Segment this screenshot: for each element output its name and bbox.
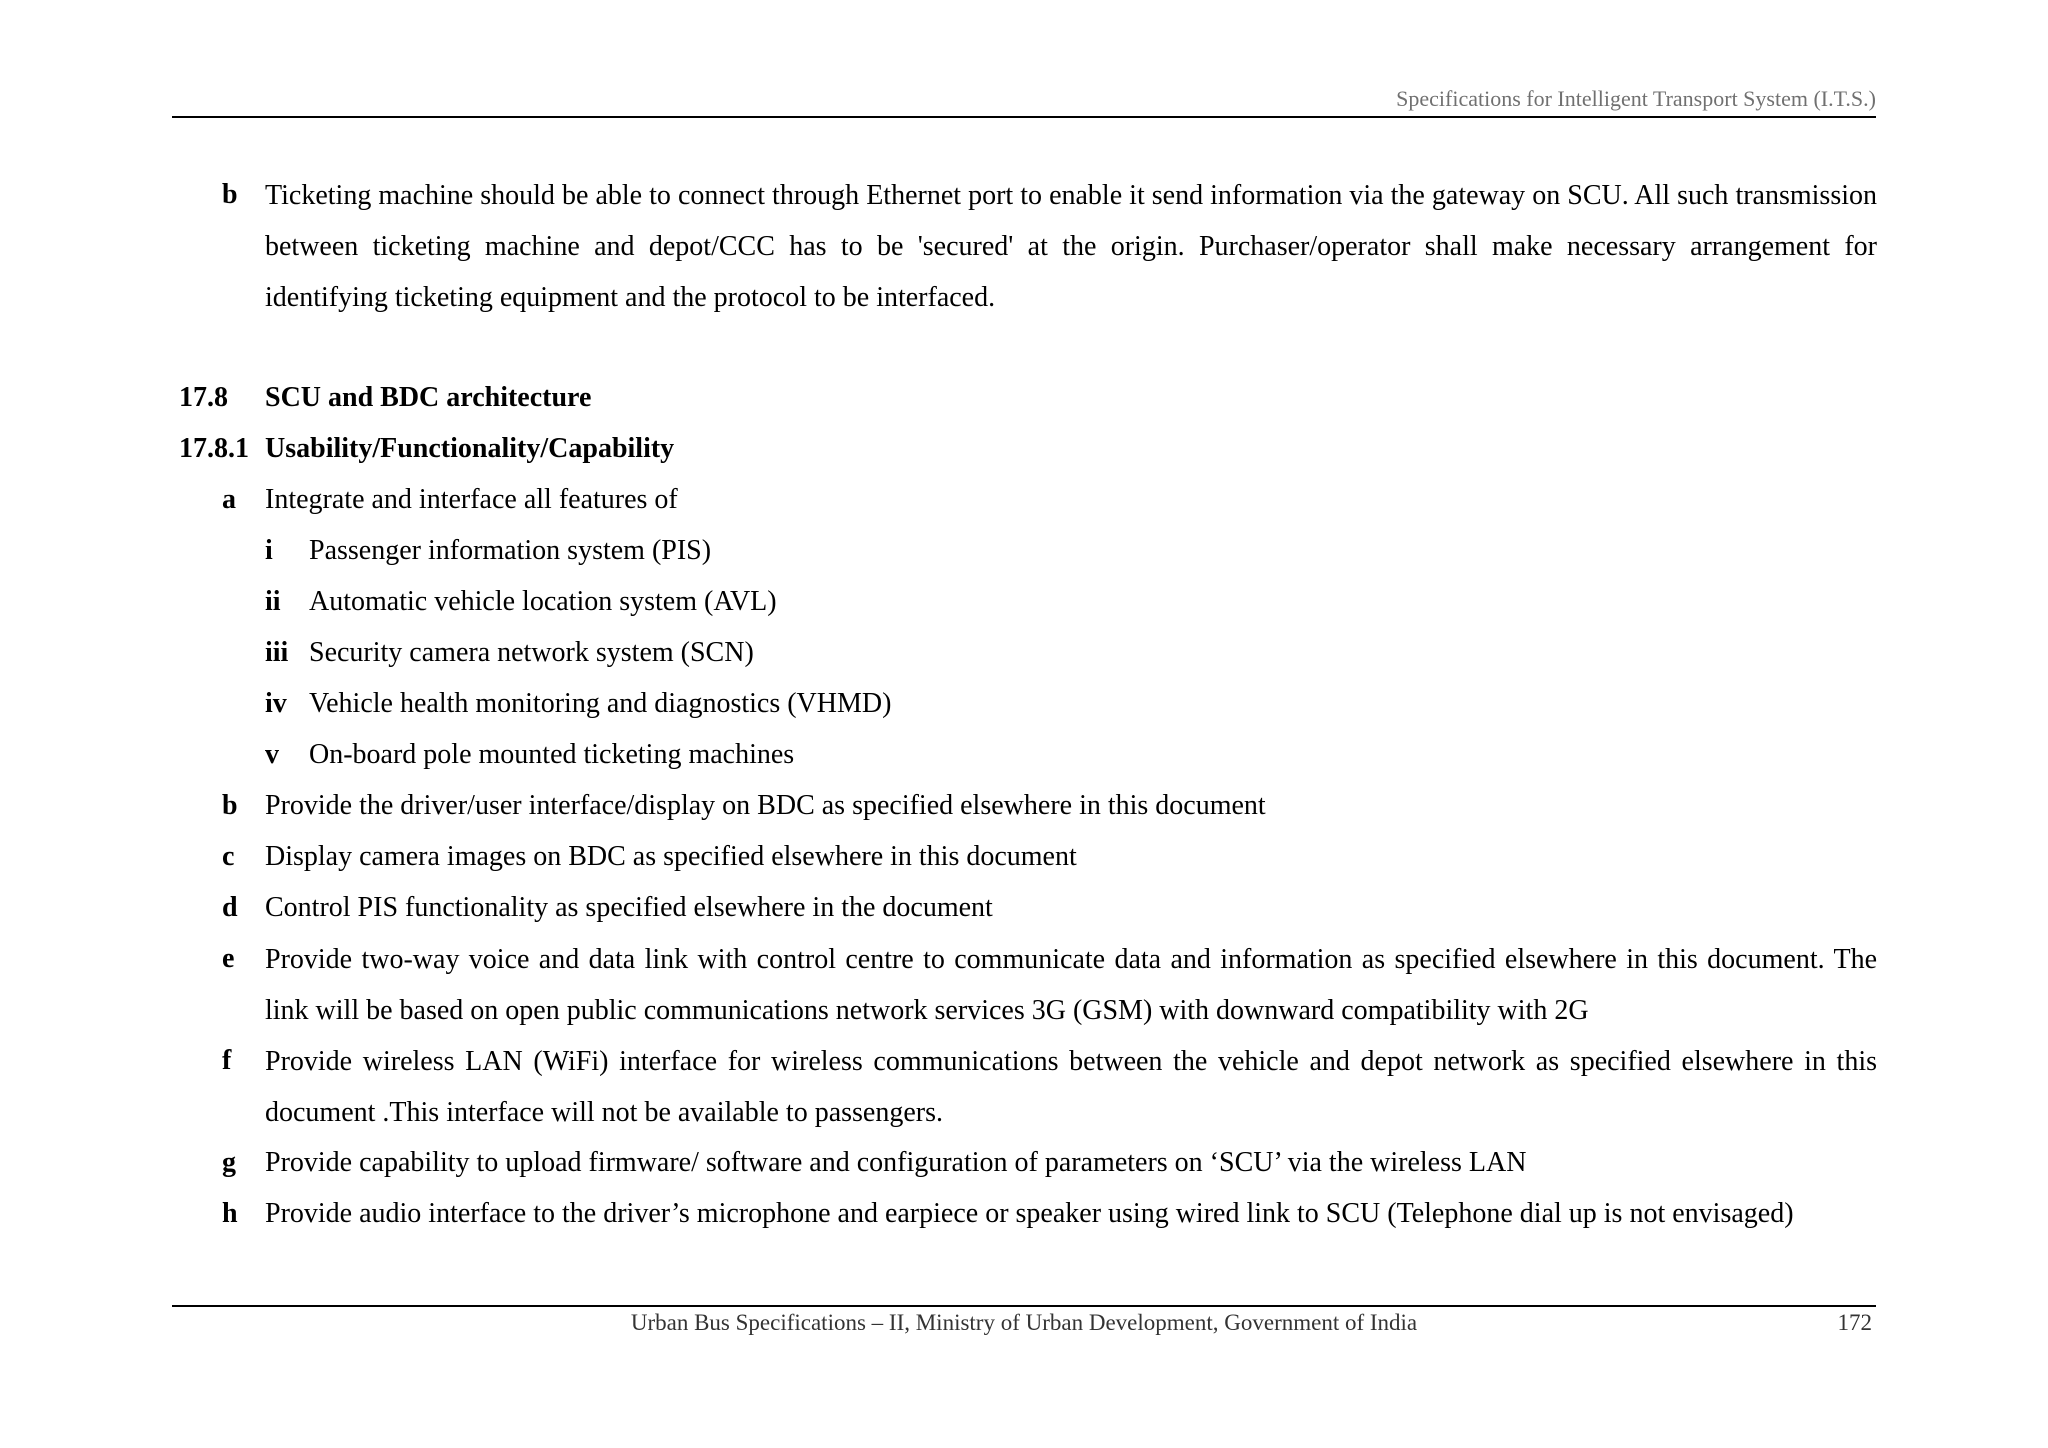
subitem-text: Automatic vehicle location system (AVL) xyxy=(309,586,777,617)
subitem-text: Security camera network system (SCN) xyxy=(309,637,754,668)
page-number: 172 xyxy=(1837,1310,1872,1335)
running-header: Specifications for Intelligent Transport System (I.T.S.) xyxy=(1396,86,1876,111)
footer xyxy=(172,1310,1876,1340)
item-c-text: Display camera images on BDC as specified elsewhere in this document xyxy=(265,841,1077,872)
subsection-number: 17.8.1 xyxy=(179,433,249,464)
item-c-label: c xyxy=(222,841,235,872)
subsection-title: Usability/Functionality/Capability xyxy=(265,433,675,464)
item-g-text: Provide capability to upload firmware/ software and configuration of parameters on ‘SCU’ via the wireless LAN xyxy=(265,1147,1527,1178)
item-h-text: Provide audio interface to the driver’s microphone and earpiece or speaker using wired link to SCU (Telephone dial up is not envisaged) xyxy=(265,1198,1794,1229)
item-f-label: f xyxy=(222,1045,232,1076)
item-e-text: Provide two-way voice and data link with control centre to communicate data and information as specified elsewhere in this document. The link will be based on open public communications network services 3G (GSM) with downward compatibility with 2G xyxy=(265,944,1877,1026)
item-a-text: Integrate and interface all features of xyxy=(265,484,678,515)
item-d-label: d xyxy=(222,892,238,923)
section-number: 17.8 xyxy=(179,382,228,413)
subitem-text: Vehicle health monitoring and diagnostics (VHMD) xyxy=(309,688,892,719)
item-e-label: e xyxy=(222,943,235,974)
subitem-label: iii xyxy=(265,637,289,668)
intro-paragraph: Ticketing machine should be able to connect through Ethernet port to enable it send information via the gateway on SCU. All such transmission between ticketing machine and depot/CCC has to be 'secured' at the origin. Purchaser/operator shall make necessary arrangement for identifying ticketing equipment and the protocol to be interfaced. xyxy=(265,180,1877,313)
subitem-text: On-board pole mounted ticketing machines xyxy=(309,739,795,770)
subitem-label: iv xyxy=(265,688,287,719)
item-b-text: Provide the driver/user interface/display on BDC as specified elsewhere in this document xyxy=(265,790,1266,821)
item-b-label: b xyxy=(222,790,238,821)
footer-rule xyxy=(172,1305,1876,1307)
footer-title: Urban Bus Specifications – II, Ministry of Urban Development, Government of India xyxy=(630,1310,1418,1335)
subitem-label: i xyxy=(265,535,273,566)
item-a-label: a xyxy=(222,484,236,515)
subitem-label: ii xyxy=(265,586,281,617)
header-rule xyxy=(172,116,1876,118)
item-f-text: Provide wireless LAN (WiFi) interface for wireless communications between the vehicle and depot network as specified elsewhere in this document .This interface will not be available to passengers. xyxy=(265,1046,1877,1128)
item-d-text: Control PIS functionality as specified elsewhere in the document xyxy=(265,892,993,923)
subitem-label: v xyxy=(265,739,279,770)
subitem-text: Passenger information system (PIS) xyxy=(309,535,712,566)
item-g-label: g xyxy=(222,1147,236,1178)
section-title: SCU and BDC architecture xyxy=(265,382,592,413)
item-h-label: h xyxy=(222,1198,238,1229)
intro-label: b xyxy=(222,179,238,210)
